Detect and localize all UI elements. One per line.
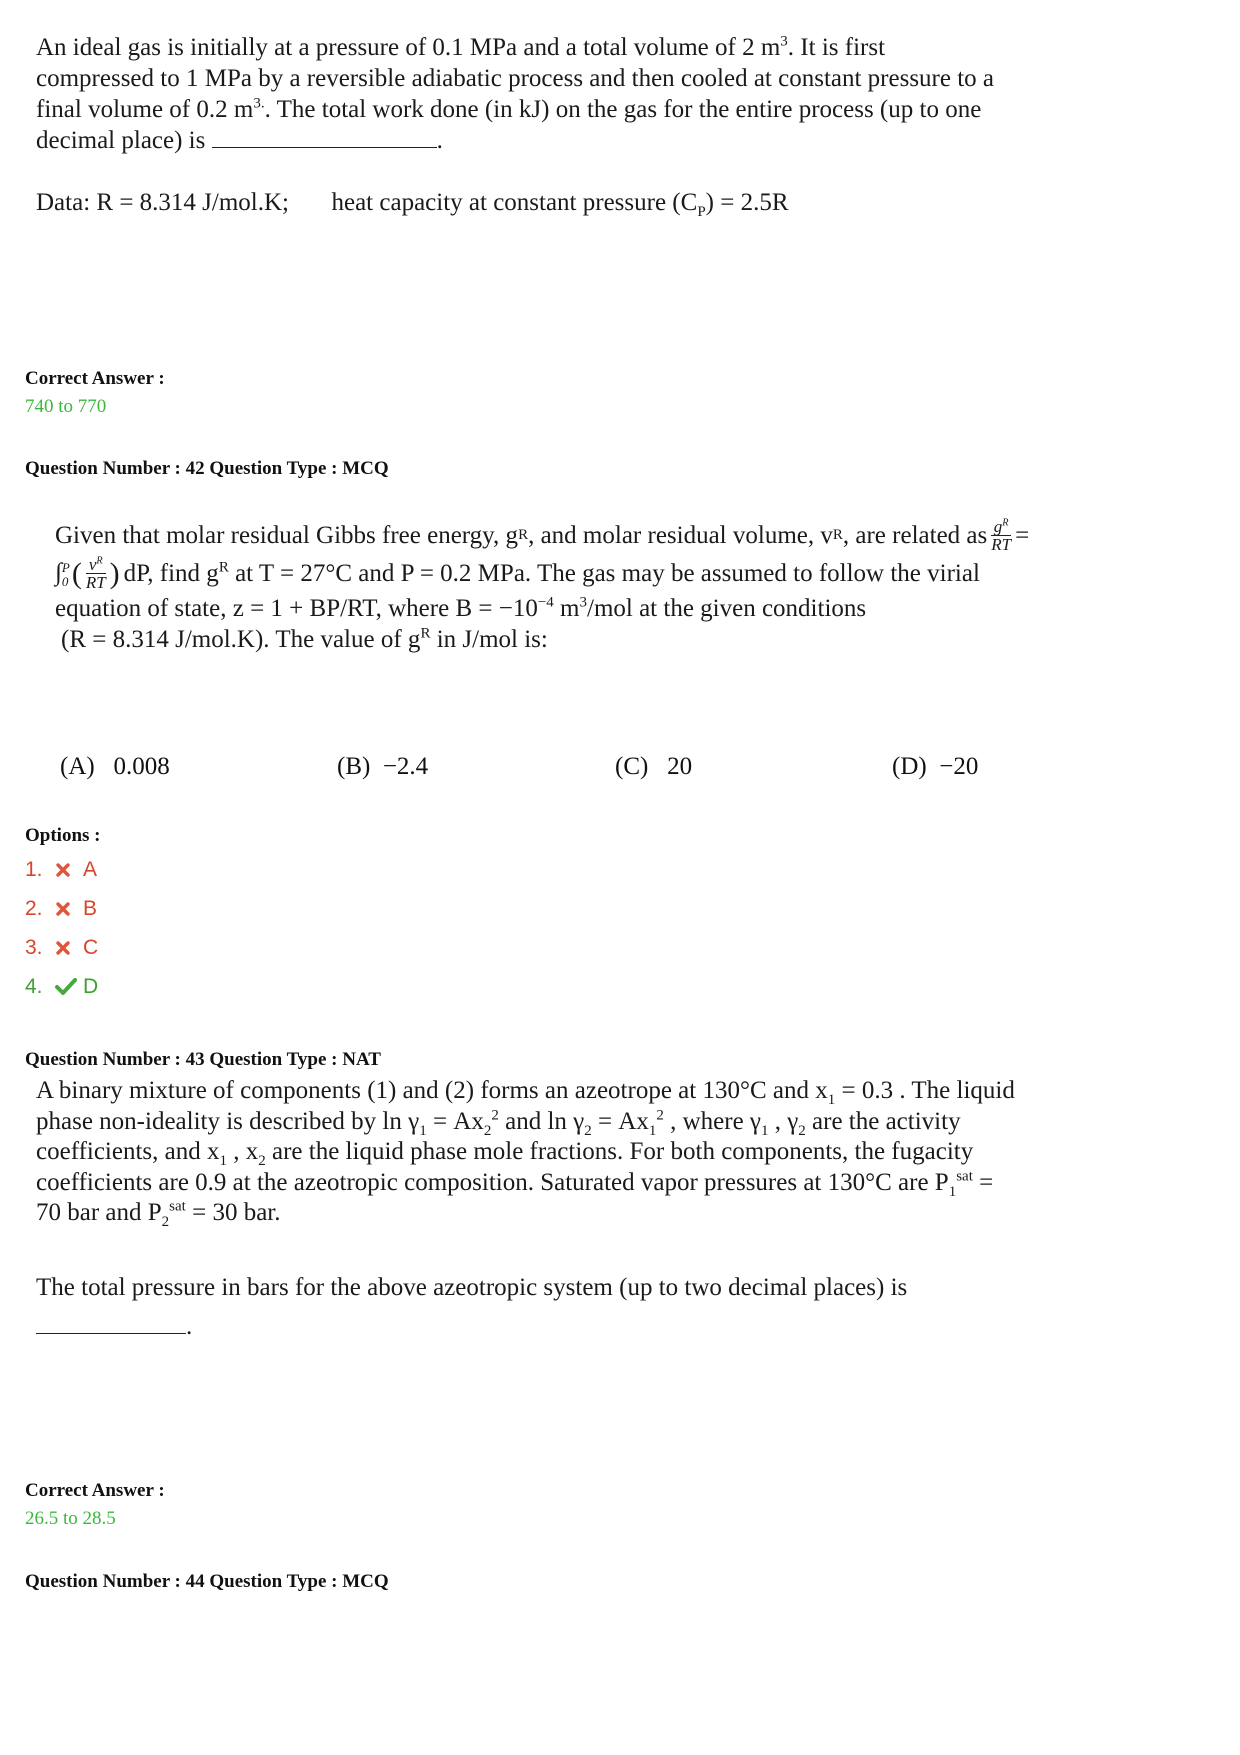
q43-line: , γ xyxy=(768,1107,799,1135)
option-3[interactable] xyxy=(25,936,98,960)
fraction-v-over-rt xyxy=(86,556,106,591)
q41-data-r: Data: R = 8.314 J/mol.K; xyxy=(36,189,289,216)
subscript: P xyxy=(697,204,706,220)
q41-line: . xyxy=(436,127,443,154)
choice-key: (C) xyxy=(615,753,649,780)
answer-blank xyxy=(212,125,437,148)
option-number: 3. xyxy=(25,936,43,959)
fraction-g-over-rt xyxy=(991,518,1011,553)
frac-num: v xyxy=(88,554,97,574)
option-letter: A xyxy=(83,858,98,881)
q41-data-cp: heat capacity at constant pressure (C xyxy=(331,189,698,216)
subscript: 2 xyxy=(258,1153,266,1169)
correct-answer-label: Correct Answer : xyxy=(25,1480,165,1501)
q42-line: , are related as xyxy=(842,521,988,549)
superscript: −4 xyxy=(537,594,554,611)
superscript: 3 xyxy=(780,33,788,50)
frac-den: RT xyxy=(85,572,106,592)
q43-line: coefficients, and x xyxy=(36,1138,220,1165)
superscript: 2 xyxy=(491,1107,499,1124)
question-header: Question Number : 43 Question Type : NAT xyxy=(25,1049,381,1070)
subscript: 1 xyxy=(948,1183,957,1200)
cross-icon xyxy=(55,940,83,956)
superscript: 3. xyxy=(253,95,265,112)
superscript: 2 xyxy=(656,1107,664,1124)
choice-b xyxy=(337,753,428,781)
choice-value: −2.4 xyxy=(382,753,429,780)
choice-value: 20 xyxy=(667,753,693,780)
question-header: Question Number : 44 Question Type : MCQ xyxy=(25,1571,389,1592)
choice-key: (A) xyxy=(60,753,95,780)
option-1[interactable] xyxy=(25,858,97,882)
option-letter: C xyxy=(83,936,99,959)
equals-sign: = xyxy=(1015,521,1030,549)
q42-line: equation of state, z = 1 + BP/RT, where B = −10 xyxy=(55,595,538,622)
superscript: R xyxy=(1002,516,1009,528)
q43-line: 70 bar and P xyxy=(36,1199,162,1226)
option-number: 2. xyxy=(25,897,43,920)
superscript: R xyxy=(218,559,229,576)
cross-icon xyxy=(55,862,83,878)
q41-line: An ideal gas is initially at a pressure of 0.1 MPa and a total volume of 2 m xyxy=(36,34,781,61)
q42-text: Given that molar residual Gibbs free energy, g R , and molar residual volume, v R , are related as $\frac{g^R}{RT}$ = ∫ P 0 ( $\frac{v^R}{RT}$ ) dP, find $g^R$ at T = 27°C and P = 0.2 MPa. The gas may be assumed to follow the virial equation of state, z = 1 + BP/RT, where $B = -10^{-4}$ $m^3$/mol at the given conditions (R = 8.314 J/mol.K). The value of $g^R$ in J/mol is: xyxy=(55,516,1030,653)
subscript: 2 xyxy=(161,1214,170,1230)
paren-open: ( xyxy=(71,556,82,590)
subscript: 2 xyxy=(483,1122,492,1139)
superscript: sat xyxy=(169,1198,186,1215)
q41-text xyxy=(36,32,1076,156)
q43-line: = 0.3 . The liquid xyxy=(835,1077,1015,1104)
integral-sign xyxy=(55,557,70,588)
q41-line: . It is first xyxy=(787,34,886,61)
q43-line: = Ax xyxy=(426,1107,484,1135)
q43-line: = Ax xyxy=(591,1107,649,1135)
choice-d xyxy=(892,753,978,781)
q42-line: Given that molar residual Gibbs free energy, g xyxy=(55,521,519,549)
q43-line: coefficients are 0.9 at the azeotropic composition. Saturated vapor pressures at 130°C are P xyxy=(36,1168,949,1196)
int-lower: 0 xyxy=(61,573,69,589)
option-letter: D xyxy=(83,975,99,998)
superscript: 3 xyxy=(579,594,587,611)
correct-answer-value: 740 to 770 xyxy=(25,396,107,417)
choice-value: 0.008 xyxy=(113,753,170,780)
choice-key: (B) xyxy=(337,753,371,780)
paren-close: ) xyxy=(109,556,120,590)
q43-line: and ln γ xyxy=(498,1107,585,1135)
subscript: 1 xyxy=(219,1153,227,1169)
q42-line: (R = 8.314 J/mol.K). The value of g xyxy=(61,626,421,653)
q41-line: . The total work done (in kJ) on the gas for the entire process (up to one xyxy=(264,96,982,123)
options-label: Options : xyxy=(25,825,101,846)
q41-line: decimal place) is xyxy=(36,127,206,154)
subscript: 1 xyxy=(760,1122,769,1139)
q43-line: A binary mixture of components (1) and (2) forms an azeotrope at 130°C and x xyxy=(36,1077,828,1104)
q43-line: are the liquid phase mole fractions. For both components, the fugacity xyxy=(265,1138,974,1165)
q41-line: final volume of 0.2 m xyxy=(36,96,254,123)
q42-line: dP, find g xyxy=(123,559,219,587)
q41-data-cp-end: ) = 2.5R xyxy=(705,189,789,216)
superscript: R xyxy=(420,625,431,642)
integral-glyph: ∫ xyxy=(55,559,62,587)
cross-icon xyxy=(55,901,83,917)
frac-num: g xyxy=(993,516,1003,536)
q42-line: /mol at the given conditions xyxy=(587,595,867,622)
q43-line: are the activity xyxy=(805,1107,961,1135)
q43-text xyxy=(36,1076,1146,1229)
q43-line: phase non-ideality is described by ln γ xyxy=(36,1107,420,1135)
subscript: 2 xyxy=(798,1122,806,1139)
choice-value: −20 xyxy=(939,753,979,780)
q43-question xyxy=(36,1272,1146,1342)
correct-answer-label: Correct Answer : xyxy=(25,368,165,389)
superscript: R xyxy=(96,554,103,566)
superscript: sat xyxy=(956,1168,973,1185)
q43-line: = 30 bar. xyxy=(185,1199,281,1226)
subscript: 1 xyxy=(648,1122,657,1139)
option-number: 1. xyxy=(25,858,43,881)
int-upper: P xyxy=(61,559,70,575)
q42-line: at T = 27°C and P = 0.2 MPa. The gas may be assumed to follow the virial xyxy=(228,559,980,587)
subscript: 2 xyxy=(584,1122,592,1139)
correct-answer-value: 26.5 to 28.5 xyxy=(25,1508,116,1529)
q43-line: . xyxy=(186,1313,193,1340)
choice-c xyxy=(615,753,692,781)
question-header: Question Number : 42 Question Type : MCQ xyxy=(25,458,389,479)
frac-den: RT xyxy=(991,534,1012,554)
option-number: 4. xyxy=(25,975,43,998)
q43-line: , where γ xyxy=(663,1107,761,1135)
q43-line: = xyxy=(972,1168,994,1196)
q43-line: , x xyxy=(227,1138,259,1165)
q41-line: compressed to 1 MPa by a reversible adiabatic process and then cooled at constant pressure to a xyxy=(36,65,995,92)
option-4[interactable] xyxy=(25,975,98,999)
choice-key: (D) xyxy=(892,753,927,780)
q42-line: m xyxy=(553,595,580,622)
q43-line: The total pressure in bars for the above azeotropic system (up to two decimal places) is xyxy=(36,1274,908,1301)
q42-line: in J/mol is: xyxy=(430,626,548,653)
subscript: 1 xyxy=(419,1122,427,1139)
q42-line: , and molar residual volume, v xyxy=(528,521,833,549)
option-2[interactable] xyxy=(25,897,97,921)
q41-data xyxy=(36,187,1076,218)
subscript: 1 xyxy=(827,1092,836,1108)
answer-blank xyxy=(36,1311,186,1334)
choice-a xyxy=(60,753,170,781)
option-letter: B xyxy=(83,897,98,920)
check-icon xyxy=(55,978,83,996)
